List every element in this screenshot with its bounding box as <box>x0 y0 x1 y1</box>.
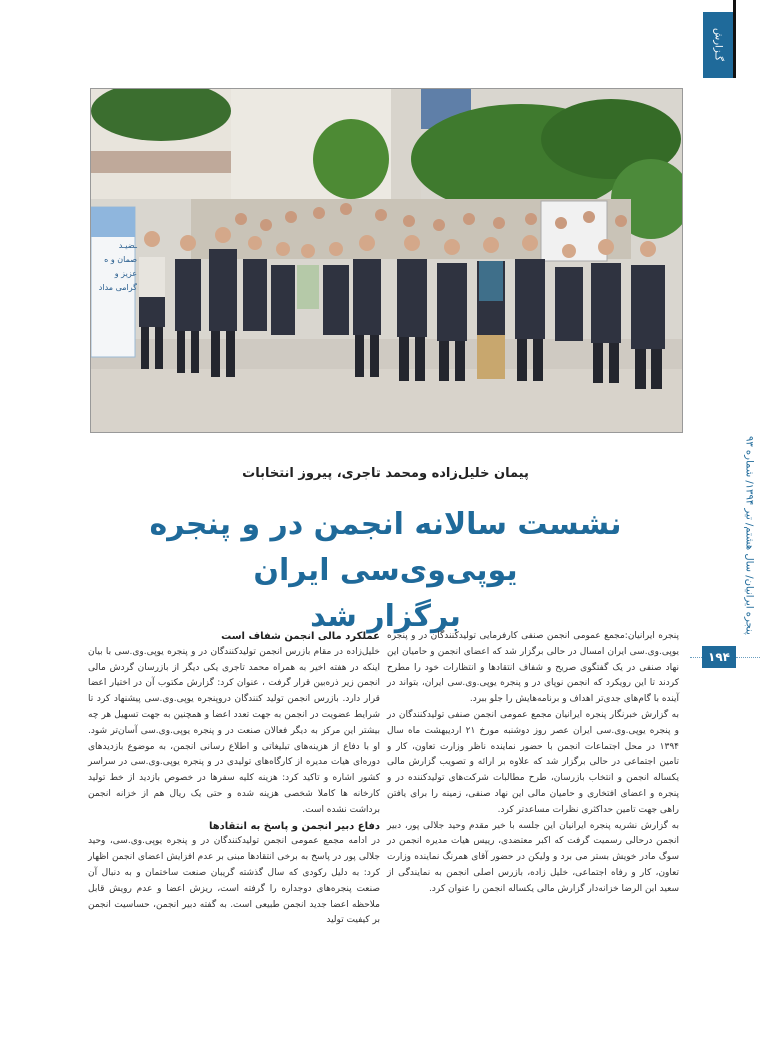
banner-line: صمان و ه <box>104 255 137 264</box>
subheading: عملکرد مالی انجمن شفاف است <box>221 631 380 642</box>
article-title <box>90 502 681 640</box>
page-number: ۱۹۴ <box>702 646 736 668</box>
issue-info-vertical: پنجره ایرانیان/ سال هشتم/ تیر ۱۳۹۴/ شماره ۹۳ <box>743 435 755 635</box>
banner-line: گرامی مداد <box>98 283 137 292</box>
section-tab <box>703 12 733 78</box>
article-title-line-2: برگزار شد <box>310 599 461 634</box>
article-title-line-1: نشست سالانه انجمن در و پنجره یوپی‌وی‌سی ایران <box>149 507 622 588</box>
paragraph: پنجره ایرانیان:مجمع عمومی انجمن صنفی کارفرمایی تولیدکنندگان در و پنجره یوپی.وی.سی ایران امسال در حالی برگزار شد که اعضای انجمن و حامیان این نهاد صنفی در یک گفتگوی صریح و شفاف انتقادها و انتظارات خود را مطرح کردند تا این رویکرد که انجمن نوپای در و پنجره یوپی.وی.سی ایران، بتواند در آینده با گام‌های جدی‌تر اهداف و برنامه‌هایش را جلو ببرد. <box>387 631 679 705</box>
section-tab-label: گـزارش <box>712 28 724 62</box>
paragraph: در ادامه مجمع عمومی انجمن تولیدکنندگان در و پنجره یوپی.وی.سی، وحید جلالی پور در پاسخ به برخی انتقادها مبنی بر عدم افزایش اعضای انجمن اظهار کرد: به دلیل رکودی که سال گذشته گریبان صنعت ساختمان و به دنبال آن صنعت پنجره‌های دوجداره را گرفته است، ریزش اعضا و عدم رویش قابل ملاحظه اعضا جدید انجمن طبیعی است. به گفته دبیر انجمن، حساسیت انجمن بر کیفیت تولید <box>88 836 380 926</box>
side-rule <box>733 0 736 78</box>
subheading: دفاع دبیر انجمن و پاسخ به انتقادها <box>208 820 380 832</box>
page-number-rule-left <box>690 657 702 658</box>
article-column-left <box>88 629 380 929</box>
banner-line: عزیز و <box>114 269 137 278</box>
page-number-rule-right <box>736 657 760 658</box>
paragraph: به گزارش نشریه پنجره ایرانیان این جلسه با خیر مقدم وحید جلالی پور، دبیر انجمن درحالی رسمیت گرفت که اکبر معتضدی، رییس هیات مدیره انجمن در سوگ مادر خویش بستر می برد و ولیکن در حضور آقای همرنگ نماینده وزارت تعاون، کار و رفاه اجتماعی، خلیل زاده، بازرس اصلی انجمن به نمایندگی از سعید ابن الرضا خزانه‌دار گزارش مالی یکساله انجمن را عنوان کرد. <box>387 820 679 894</box>
banner-text <box>97 239 137 295</box>
paragraph: به گزارش خبرنگار پنجره ایرانیان مجمع عمومی انجمن صنفی تولیدکنندگان در و پنجره یوپی.وی.سی ایران عصر روز دوشنبه مورخ ۲۱ اردیبهشت ماه سال ۱۳۹۴ در محل اجتماعات انجمن با حضور نماینده ناظر وزارت تعاون، کار و تامین اجتماعی در حالی برگزار شد که علاوه بر ارائه و تصویب گزارش مالی یکساله انجمن و انتخاب بازرسان، طرح مطالبات شرکت‌های تولیدکننده در و پنجره و اعضای افتخاری و حامیان مالی این نهاد صنفی، زمینه را برای یافتن راهی جهت تامین حداکثری نظرات مساعدتر کرد. <box>387 709 679 815</box>
article-column-right <box>387 629 679 898</box>
banner-line: ـضیـد <box>118 241 137 250</box>
group-photo <box>90 88 683 433</box>
article-authors: پیمان خلیل‌زاده ومحمد تاجری، پیروز انتخابات <box>242 466 529 481</box>
paragraph: خلیل‌زاده در مقام بازرس انجمن تولیدکنندگان در و پنجره یوپی.وی.سی با بیان اینکه در هفته اخیر به همراه محمد تاجری یکی دیگر از بازرسان گردش مالی انجمن زیر ذره‌بین قرار گرفت ، عنوان کرد: گزارش مکتوب آن در اختیار اعضا قرار دارد. بازرس انجمن تولید کنندگان دروپنجره یوپی.وی.سی پیشنهاد کرد تا شرایط عضویت در انجمن به جهت تعدد اعضا و همچنین به جهت تسهیل هر چه بیشتر این مرکز به دیگر فعالان صنعت در و پنجره یوپی.وی.سی آسان‌تر شود. او با دفاع از هزینه‌های تبلیغاتی و اطلاع رسانی انجمن، به موضوع بازدیدهای دوره‌ای هیات مدیره از کارگاه‌های تولیدی در و پنجره یوپی.وی.سی در سراسر کشور اشاره و تاکید کرد: هزینه کلیه سفرها در خصوص بازدید از خط تولید کارخانه ها کاملا شخصی هزینه شده و حتی یک ریال هم از خزانه انجمن برداشت نشده است. <box>88 646 380 815</box>
group-photo-illustration <box>91 89 682 432</box>
